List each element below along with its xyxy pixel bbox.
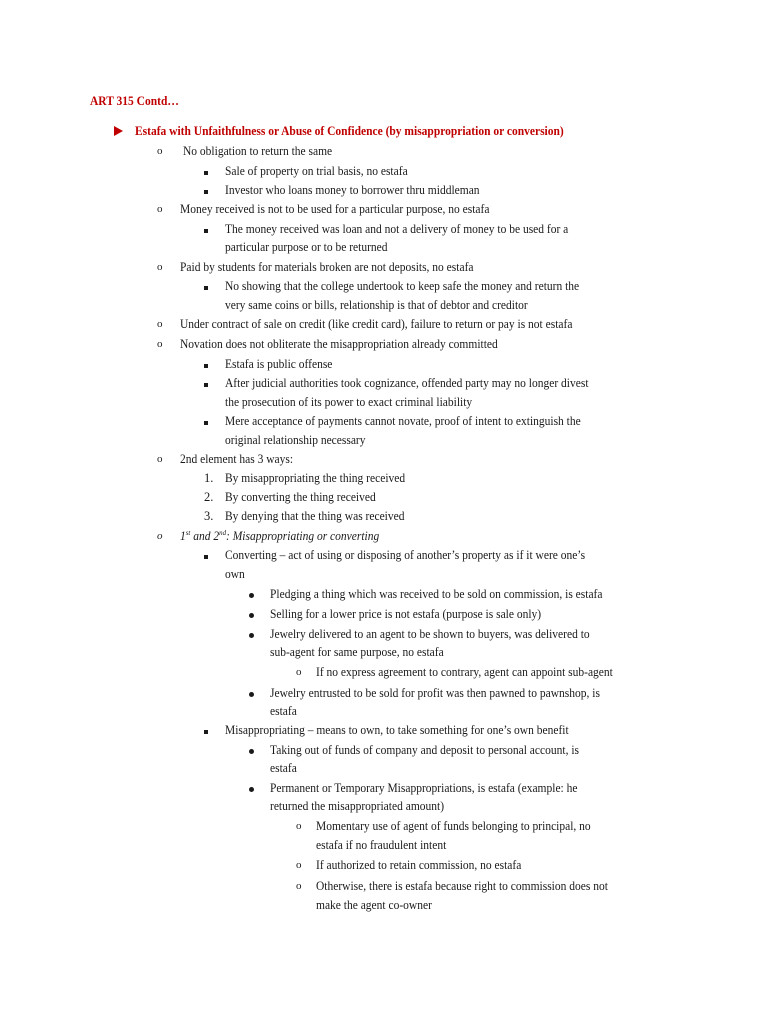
square-bullet-icon <box>204 355 208 374</box>
list-item: Paid by students for materials broken are not deposits, no estafa <box>180 260 474 274</box>
list-item: Permanent or Temporary Misappropriations, is estafa (example: he <box>270 781 578 795</box>
circle-bullet-icon: o <box>157 318 163 330</box>
list-item: No obligation to return the same <box>183 144 333 158</box>
list-item-continuation: very same coins or bills, relationship is that of debtor and creditor <box>225 298 528 312</box>
list-item: Estafa is public offense <box>225 357 333 371</box>
square-bullet-icon <box>204 181 208 200</box>
list-item: Under contract of sale on credit (like credit card), failure to return or pay is not estafa <box>180 317 573 331</box>
square-bullet-icon <box>204 162 208 181</box>
circle-bullet-icon: o <box>157 145 163 157</box>
list-item-continuation: the prosecution of its power to exact criminal liability <box>225 395 473 409</box>
list-item: Converting – act of using or disposing of another’s property as if it were one’s <box>225 548 586 562</box>
list-item-continuation: particular purpose or to be returned <box>225 240 388 254</box>
list-item: Taking out of funds of company and deposit to personal account, is <box>270 743 579 757</box>
list-item: Misappropriating – means to own, to take something for one’s own benefit <box>225 723 569 737</box>
circle-bullet-icon: o <box>157 203 163 215</box>
list-item: Jewelry entrusted to be sold for profit was then pawned to pawnshop, is <box>270 686 600 700</box>
square-bullet-icon <box>204 546 208 565</box>
dot-bullet-icon <box>249 625 254 644</box>
circle-bullet-icon: o <box>296 859 302 871</box>
square-bullet-icon <box>204 374 208 393</box>
page-title: ART 315 Contd… <box>90 94 179 108</box>
arrow-bullet-icon <box>114 122 123 141</box>
dot-bullet-icon <box>249 741 254 760</box>
list-item: Momentary use of agent of funds belonging to principal, no <box>316 819 591 833</box>
dot-bullet-icon <box>249 605 254 624</box>
square-bullet-icon <box>204 412 208 431</box>
italic-subheading: 1st and 2nd: Misappropriating or converting <box>180 527 380 543</box>
circle-bullet-icon: o <box>296 820 302 832</box>
list-item: Mere acceptance of payments cannot novate, proof of intent to extinguish the <box>225 414 581 428</box>
list-item: By converting the thing received <box>225 490 376 504</box>
dot-bullet-icon <box>249 684 254 703</box>
list-item: No showing that the college undertook to keep safe the money and return the <box>225 279 580 293</box>
circle-bullet-icon: o <box>296 880 302 892</box>
list-item-continuation: estafa <box>270 761 297 775</box>
dot-bullet-icon <box>249 585 254 604</box>
square-bullet-icon <box>204 721 208 740</box>
list-item: Selling for a lower price is not estafa (purpose is sale only) <box>270 607 542 621</box>
list-item: Jewelry delivered to an agent to be shown to buyers, was delivered to <box>270 627 590 641</box>
list-item: Novation does not obliterate the misappropriation already committed <box>180 337 498 351</box>
list-item: Money received is not to be used for a particular purpose, no estafa <box>180 202 490 216</box>
circle-bullet-icon: o <box>157 338 163 350</box>
list-item-continuation: estafa <box>270 704 297 718</box>
list-number: 2. <box>204 490 214 504</box>
list-item: If no express agreement to contrary, agent can appoint sub-agent <box>316 665 613 679</box>
list-number: 3. <box>204 509 214 523</box>
list-item-continuation: own <box>225 567 245 581</box>
list-item: Pledging a thing which was received to be sold on commission, is estafa <box>270 587 603 601</box>
circle-bullet-icon: o <box>157 453 163 465</box>
list-item: By denying that the thing was received <box>225 509 405 523</box>
list-item-continuation: estafa if no fraudulent intent <box>316 838 447 852</box>
circle-bullet-icon: o <box>296 666 302 678</box>
dot-bullet-icon <box>249 779 254 798</box>
list-item: Investor who loans money to borrower thru middleman <box>225 183 480 197</box>
list-item-continuation: returned the misappropriated amount) <box>270 799 445 813</box>
circle-bullet-icon: o <box>157 530 163 542</box>
list-item: After judicial authorities took cognizance, offended party may no longer divest <box>225 376 589 390</box>
list-item: The money received was loan and not a delivery of money to be used for a <box>225 222 569 236</box>
list-item: 2nd element has 3 ways: <box>180 452 294 466</box>
list-item-continuation: sub-agent for same purpose, no estafa <box>270 645 444 659</box>
list-item-continuation: make the agent co-owner <box>316 898 432 912</box>
square-bullet-icon <box>204 220 208 239</box>
section-heading: Estafa with Unfaithfulness or Abuse of Confidence (by misappropriation or conversion) <box>135 124 564 138</box>
list-number: 1. <box>204 471 214 485</box>
circle-bullet-icon: o <box>157 261 163 273</box>
list-item-continuation: original relationship necessary <box>225 433 366 447</box>
list-item: If authorized to retain commission, no estafa <box>316 858 522 872</box>
list-item: Otherwise, there is estafa because right to commission does not <box>316 879 608 893</box>
list-item: By misappropriating the thing received <box>225 471 406 485</box>
list-item: Sale of property on trial basis, no estafa <box>225 164 408 178</box>
square-bullet-icon <box>204 277 208 296</box>
